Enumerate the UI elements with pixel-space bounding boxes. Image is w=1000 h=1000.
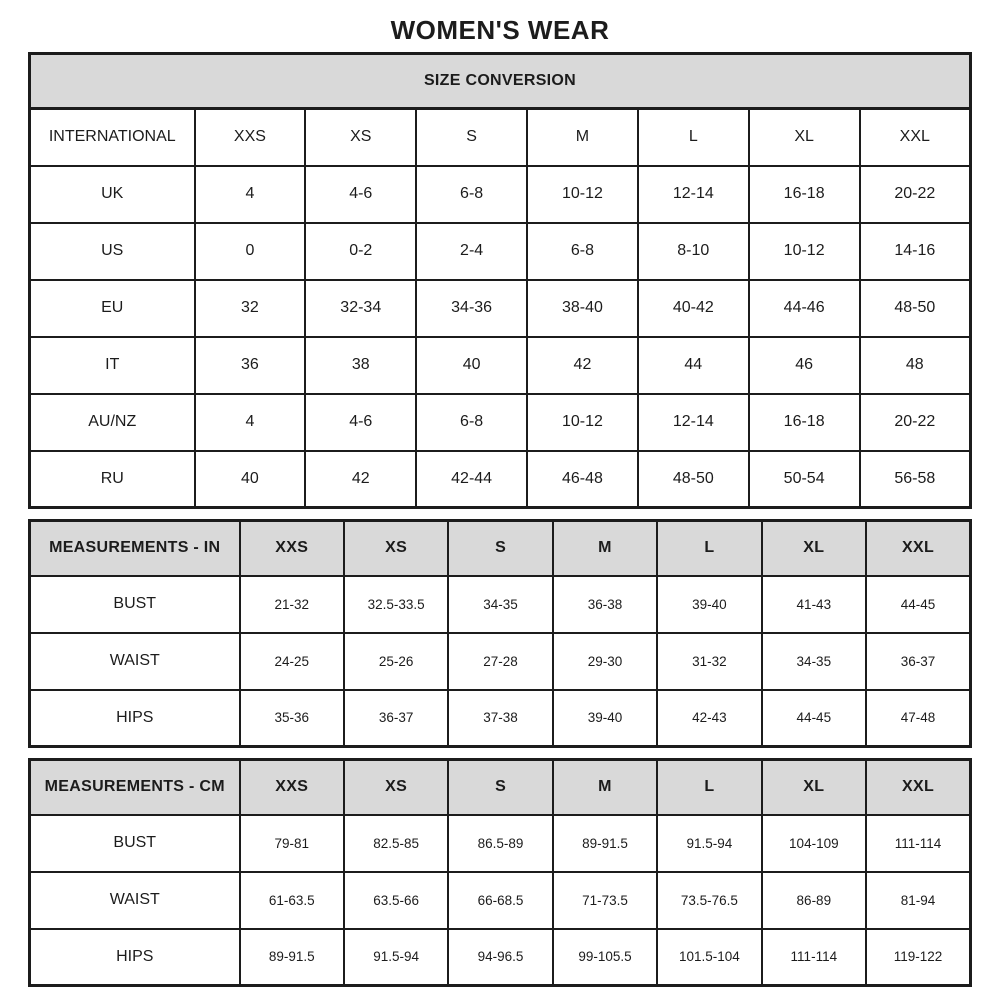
measure-cell: 21-32 [240, 576, 344, 633]
size-conversion-table [28, 52, 972, 509]
size-cell: 6-8 [416, 166, 527, 223]
col-header: XS [344, 521, 448, 576]
col-header: XXL [866, 521, 970, 576]
measure-cell: 32.5-33.5 [344, 576, 448, 633]
size-cell: 4 [195, 166, 306, 223]
col-header: L [657, 521, 761, 576]
measure-cell: 81-94 [866, 872, 970, 929]
col-header: S [416, 109, 527, 166]
measure-cell: 73.5-76.5 [657, 872, 761, 929]
size-conversion-header-row [30, 54, 971, 109]
row-label: RU [30, 451, 195, 508]
size-cell: 40-42 [638, 280, 749, 337]
measure-cell: 35-36 [240, 690, 344, 747]
size-cell: 40 [416, 337, 527, 394]
size-cell: 48-50 [638, 451, 749, 508]
size-cell: 12-14 [638, 394, 749, 451]
table-row-bust-cm [30, 815, 971, 872]
size-cell: 48 [860, 337, 971, 394]
row-label: AU/NZ [30, 394, 195, 451]
table-row-it [30, 337, 971, 394]
size-cell: 16-18 [749, 394, 860, 451]
page-title: WOMEN'S WEAR [390, 15, 610, 45]
measure-cell: 29-30 [553, 633, 657, 690]
measure-cell: 27-28 [448, 633, 552, 690]
col-header: XXS [240, 760, 344, 815]
measure-cell: 91.5-94 [344, 929, 448, 986]
table-row-ru [30, 451, 971, 508]
col-header: L [638, 109, 749, 166]
measure-cell: 82.5-85 [344, 815, 448, 872]
size-conversion-title: SIZE CONVERSION [30, 54, 971, 109]
measurements-in-header-row [30, 521, 971, 576]
measure-cell: 36-38 [553, 576, 657, 633]
size-cell: 38 [305, 337, 416, 394]
size-cell: 40 [195, 451, 306, 508]
size-cell: 16-18 [749, 166, 860, 223]
measure-cell: 31-32 [657, 633, 761, 690]
col-header: M [553, 760, 657, 815]
table-row-eu [30, 280, 971, 337]
col-header: S [448, 760, 552, 815]
size-conversion-columns-row [30, 109, 971, 166]
size-cell: 10-12 [527, 394, 638, 451]
size-cell: 0 [195, 223, 306, 280]
measure-cell: 119-122 [866, 929, 970, 986]
measure-cell: 24-25 [240, 633, 344, 690]
size-cell: 8-10 [638, 223, 749, 280]
col-header: S [448, 521, 552, 576]
measure-cell: 34-35 [762, 633, 866, 690]
measure-cell: 34-35 [448, 576, 552, 633]
measure-cell: 47-48 [866, 690, 970, 747]
measure-cell: 86.5-89 [448, 815, 552, 872]
table-row-bust-in [30, 576, 971, 633]
size-cell: 0-2 [305, 223, 416, 280]
col-header: XXS [195, 109, 306, 166]
col-header: M [553, 521, 657, 576]
measure-cell: 41-43 [762, 576, 866, 633]
size-cell: 42-44 [416, 451, 527, 508]
table-row-hips-cm [30, 929, 971, 986]
col-header: INTERNATIONAL [30, 109, 195, 166]
measure-cell: 86-89 [762, 872, 866, 929]
row-label: US [30, 223, 195, 280]
size-cell: 4-6 [305, 166, 416, 223]
row-label: HIPS [30, 690, 240, 747]
measurements-in-title: MEASUREMENTS - IN [30, 521, 240, 576]
measure-cell: 39-40 [553, 690, 657, 747]
size-cell: 4-6 [305, 394, 416, 451]
measure-cell: 89-91.5 [240, 929, 344, 986]
size-cell: 44-46 [749, 280, 860, 337]
size-cell: 42 [527, 337, 638, 394]
col-header: XL [762, 760, 866, 815]
table-row-waist-cm [30, 872, 971, 929]
size-cell: 14-16 [860, 223, 971, 280]
table-row-us [30, 223, 971, 280]
col-header: XS [344, 760, 448, 815]
measure-cell: 42-43 [657, 690, 761, 747]
table-row-aunz [30, 394, 971, 451]
measure-cell: 89-91.5 [553, 815, 657, 872]
size-cell: 50-54 [749, 451, 860, 508]
measure-cell: 39-40 [657, 576, 761, 633]
col-header: XL [762, 521, 866, 576]
row-label: BUST [30, 576, 240, 633]
row-label: WAIST [30, 633, 240, 690]
measure-cell: 111-114 [866, 815, 970, 872]
measure-cell: 79-81 [240, 815, 344, 872]
measure-cell: 71-73.5 [553, 872, 657, 929]
measure-cell: 44-45 [762, 690, 866, 747]
table-row-waist-in [30, 633, 971, 690]
size-cell: 42 [305, 451, 416, 508]
col-header: XXL [860, 109, 971, 166]
size-cell: 34-36 [416, 280, 527, 337]
size-cell: 38-40 [527, 280, 638, 337]
measure-cell: 91.5-94 [657, 815, 761, 872]
row-label: WAIST [30, 872, 240, 929]
measure-cell: 101.5-104 [657, 929, 761, 986]
measurements-cm-table [28, 758, 972, 987]
size-cell: 36 [195, 337, 306, 394]
size-cell: 44 [638, 337, 749, 394]
col-header: XXS [240, 521, 344, 576]
measurements-cm-title: MEASUREMENTS - CM [30, 760, 240, 815]
row-label: EU [30, 280, 195, 337]
size-cell: 12-14 [638, 166, 749, 223]
measurements-in-table [28, 519, 972, 748]
measure-cell: 36-37 [344, 690, 448, 747]
size-cell: 2-4 [416, 223, 527, 280]
measure-cell: 37-38 [448, 690, 552, 747]
size-cell: 46 [749, 337, 860, 394]
measure-cell: 36-37 [866, 633, 970, 690]
size-cell: 32 [195, 280, 306, 337]
col-header: XS [305, 109, 416, 166]
table-row-hips-in [30, 690, 971, 747]
size-cell: 10-12 [527, 166, 638, 223]
col-header: XL [749, 109, 860, 166]
size-cell: 32-34 [305, 280, 416, 337]
measure-cell: 61-63.5 [240, 872, 344, 929]
measure-cell: 25-26 [344, 633, 448, 690]
size-cell: 48-50 [860, 280, 971, 337]
size-cell: 6-8 [416, 394, 527, 451]
col-header: XXL [866, 760, 970, 815]
measure-cell: 66-68.5 [448, 872, 552, 929]
table-row-uk [30, 166, 971, 223]
size-cell: 56-58 [860, 451, 971, 508]
measurements-cm-header-row [30, 760, 971, 815]
row-label: IT [30, 337, 195, 394]
row-label: UK [30, 166, 195, 223]
size-cell: 6-8 [527, 223, 638, 280]
measure-cell: 63.5-66 [344, 872, 448, 929]
size-cell: 20-22 [860, 394, 971, 451]
size-cell: 4 [195, 394, 306, 451]
col-header: L [657, 760, 761, 815]
row-label: BUST [30, 815, 240, 872]
size-cell: 20-22 [860, 166, 971, 223]
size-cell: 46-48 [527, 451, 638, 508]
size-cell: 10-12 [749, 223, 860, 280]
measure-cell: 104-109 [762, 815, 866, 872]
measure-cell: 111-114 [762, 929, 866, 986]
measure-cell: 44-45 [866, 576, 970, 633]
col-header: M [527, 109, 638, 166]
measure-cell: 99-105.5 [553, 929, 657, 986]
measure-cell: 94-96.5 [448, 929, 552, 986]
row-label: HIPS [30, 929, 240, 986]
